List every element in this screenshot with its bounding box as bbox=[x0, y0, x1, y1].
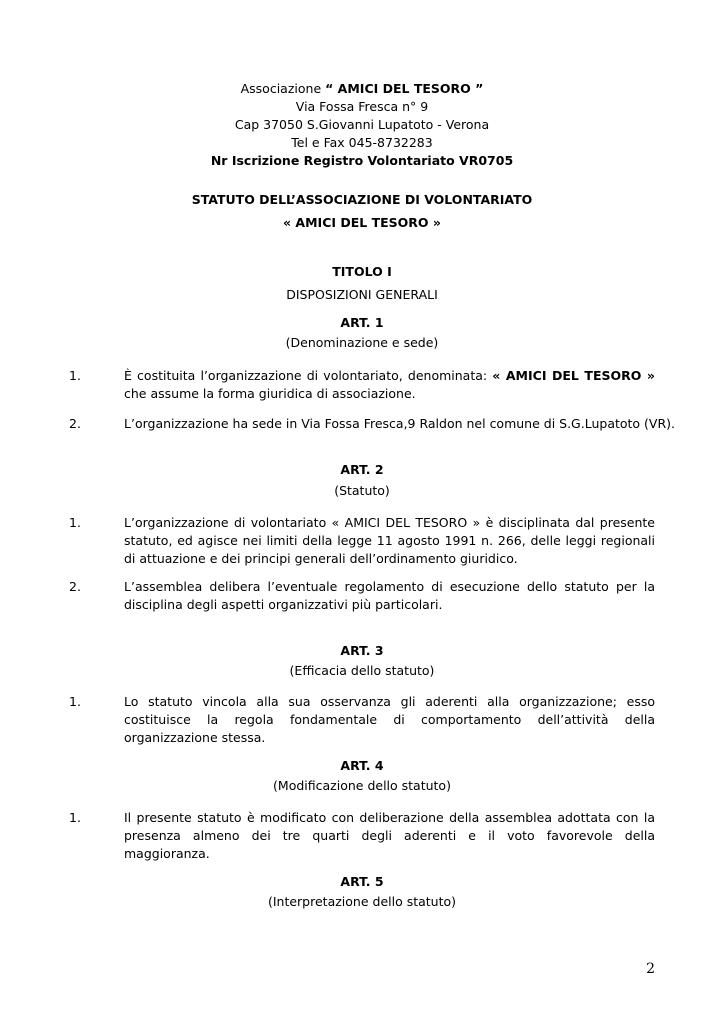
statute-subtitle: « AMICI DEL TESORO » bbox=[283, 215, 441, 230]
city-line: Cap 37050 S.Giovanni Lupatoto - Verona bbox=[234, 117, 490, 132]
registry-line: Nr Iscrizione Registro Volontariato VR0705 bbox=[210, 153, 514, 168]
item-text: L’organizzazione di volontariato « AMICI DEL TESORO » è disciplinata dal presente statuto, ed agisce nei limiti della legge 11 agosto 1991 n. 266, delle leggi regionali di attuazione e dei principi generali dell’ordinamento giuridico. bbox=[124, 515, 655, 566]
article-subheading: (Denominazione e sede) bbox=[285, 335, 439, 350]
article-heading: ART. 4 bbox=[340, 758, 384, 773]
item-number: 1. bbox=[69, 810, 81, 825]
page-number: 2 bbox=[646, 961, 655, 977]
article-heading: ART. 1 bbox=[340, 315, 384, 330]
article-subheading: (Efficacia dello statuto) bbox=[289, 663, 435, 678]
item-text: L’organizzazione ha sede in Via Fossa Fresca,9 Raldon nel comune di S.G.Lupatoto (VR). bbox=[124, 416, 676, 431]
statute-title: STATUTO DELL’ASSOCIAZIONE DI VOLONTARIATO bbox=[191, 192, 533, 207]
association-name: “ AMICI DEL TESORO ” bbox=[325, 81, 484, 96]
article-subheading: (Modificazione dello statuto) bbox=[273, 778, 451, 793]
article-subheading: (Interpretazione dello statuto) bbox=[267, 894, 457, 909]
item-number: 2. bbox=[69, 579, 81, 594]
item-number: 1. bbox=[69, 515, 81, 530]
titolo-heading: TITOLO I bbox=[332, 264, 392, 279]
item-text: L’assemblea delibera l’eventuale regolamento di esecuzione dello statuto per la disciplina degli aspetti organizzativi più particolari. bbox=[124, 579, 655, 612]
association-line bbox=[0, 80, 724, 98]
item-number: 1. bbox=[69, 694, 81, 709]
item-text: Lo statuto vincola alla sua osservanza gli aderenti alla organizzazione; esso costituisce la regola fondamentale di comportamento dell’attività della organizzazione stessa. bbox=[124, 694, 655, 745]
article-heading: ART. 5 bbox=[340, 874, 384, 889]
item-number: 1. bbox=[69, 368, 81, 383]
article-subheading: (Statuto) bbox=[334, 483, 390, 498]
association-prefix: Associazione bbox=[240, 81, 326, 96]
association-name-inline: « AMICI DEL TESORO » bbox=[492, 368, 655, 383]
item-text: È costituita l’organizzazione di volontariato, denominata: « AMICI DEL TESORO » che assume la forma giuridica di associazione. bbox=[124, 368, 655, 401]
item-text: Il presente statuto è modificato con deliberazione della assemblea adottata con la presenza almeno dei tre quarti degli aderenti e il voto favorevole della maggioranza. bbox=[124, 810, 655, 861]
phone-line: Tel e Fax 045-8732283 bbox=[291, 135, 433, 150]
titolo-subheading: DISPOSIZIONI GENERALI bbox=[286, 287, 438, 302]
item-number: 2. bbox=[69, 416, 81, 431]
article-heading: ART. 3 bbox=[340, 643, 384, 658]
article-heading: ART. 2 bbox=[340, 462, 384, 477]
address-line: Via Fossa Fresca n° 9 bbox=[295, 99, 429, 114]
